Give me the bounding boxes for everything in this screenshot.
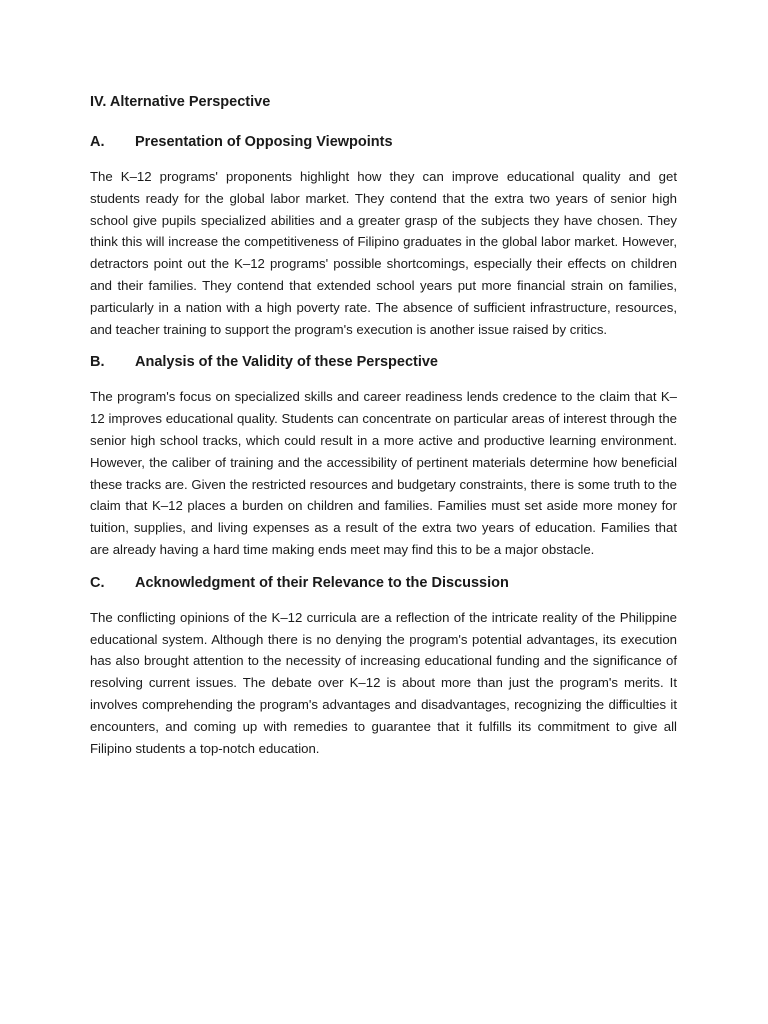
document-title: IV. Alternative Perspective bbox=[90, 94, 271, 110]
section-b-heading bbox=[90, 352, 677, 372]
section-a-heading bbox=[90, 132, 677, 152]
section-c-heading bbox=[90, 573, 677, 593]
section-a-paragraph: The K–12 programs' proponents highlight how they can improve educational quality and get students ready for the global labor market. They contend that the extra two years of senior high school give pupils specialized abilities and a greater grasp of the subjects they have chosen. They think this will increase the competitiveness of Filipino graduates in the global labor market. However, detractors point out the K–12 programs' possible shortcomings, especially their effects on children and their families. They contend that extended school years put more financial strain on families, particularly in a nation with a high poverty rate. The absence of sufficient infrastructure, resources, and teacher training to support the program's execution is another issue raised by critics. bbox=[90, 169, 677, 337]
section-c-paragraph: The conflicting opinions of the K–12 curricula are a reflection of the intricate reality of the Philippine educational system. Although there is no denying the program's potential advantages, its execution has also brought attention to the necessity of increasing educational funding and the significance of resolving current issues. The debate over K–12 is about more than just the program's merits. It involves comprehending the program's advantages and disadvantages, recognizing the difficulties it encounters, and coming up with remedies to guarantee that it fulfills its commitment to give all Filipino students a top-notch education. bbox=[90, 609, 677, 756]
section-b-title: Analysis of the Validity of these Perspective bbox=[135, 354, 438, 371]
section-b-paragraph: The program's focus on specialized skills and career readiness lends credence to the claim that K–12 improves educational quality. Students can concentrate on particular areas of interest through the senior high school tracks, which could result in a more active and productive learning environment. However, the caliber of training and the accessibility of pertinent materials determine how beneficial these tracks are. Given the restricted resources and budgetary constraints, there is some truth to the claim that K–12 places a burden on children and families. Families must set aside more money for tuition, supplies, and living expenses as a result of the extra two years of education. Families that are already having a hard time making ends meet may find this to be a major obstacle. bbox=[90, 389, 677, 557]
section-a-letter: A. bbox=[90, 134, 105, 150]
section-c-title: Acknowledgment of their Relevance to the Discussion bbox=[135, 574, 509, 591]
section-c-letter: C. bbox=[90, 574, 105, 591]
section-a-title: Presentation of Opposing Viewpoints bbox=[135, 134, 393, 150]
section-b-letter: B. bbox=[90, 354, 105, 371]
